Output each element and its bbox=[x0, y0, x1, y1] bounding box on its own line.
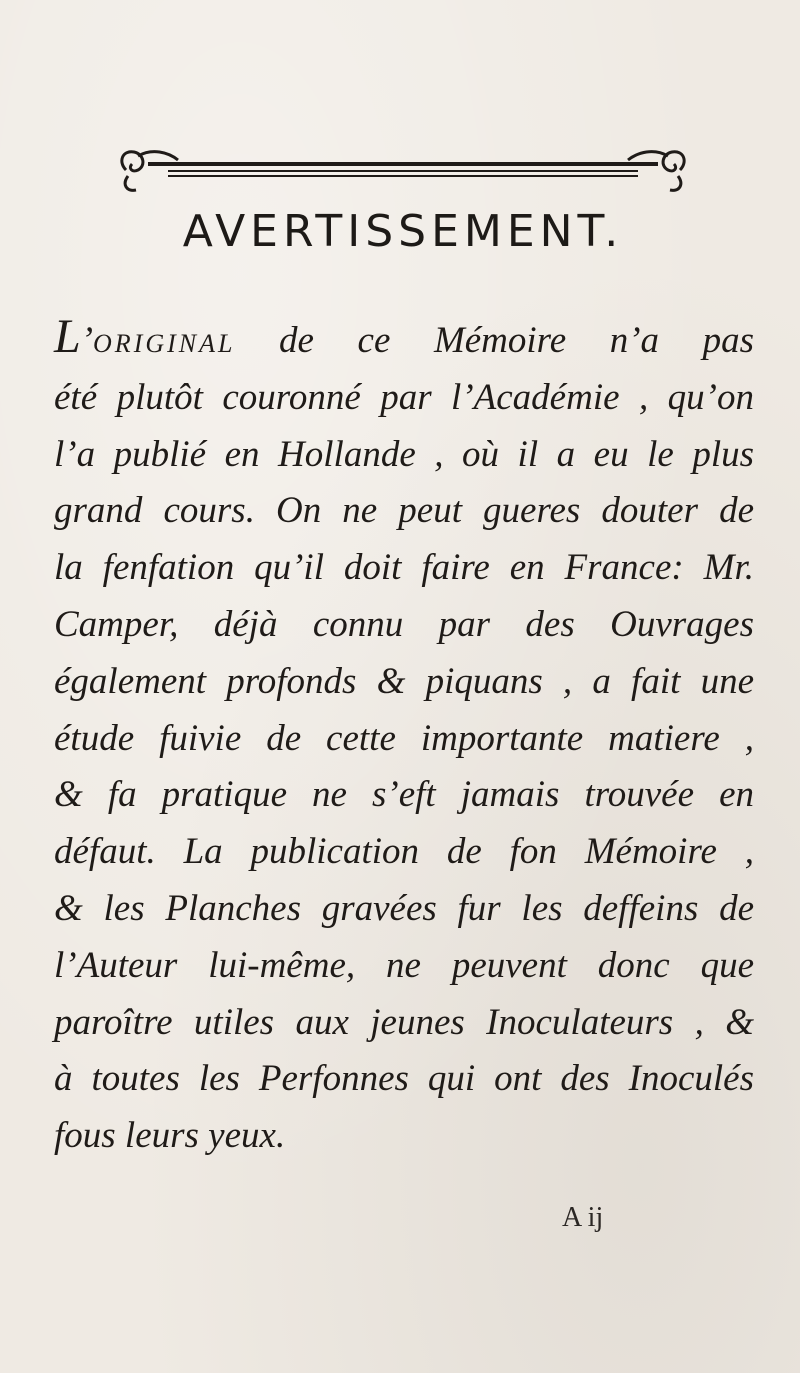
text-line: & les Planches gravées fur les deffeins de bbox=[54, 887, 754, 929]
text-line: Camper, déjà connu par des Ouvrages bbox=[54, 603, 754, 645]
text-line: l’a publié en Hollande , où il a eu le plus bbox=[54, 433, 754, 475]
text-line: également profonds & piquans , a fait une bbox=[54, 660, 754, 702]
page-title: AVERTISSEMENT. bbox=[182, 206, 624, 257]
text-line: étude fuivie de cette importante matiere , bbox=[54, 717, 754, 759]
text-line: L’ORIGINAL de ce Mémoire n’a pas bbox=[54, 310, 754, 363]
signature-mark: A ij bbox=[562, 1202, 604, 1233]
text-line: & fa pratique ne s’eft jamais trouvée en bbox=[54, 774, 754, 816]
text-line: l’Auteur lui-même, ne peuvent donc que bbox=[54, 944, 754, 986]
drop-cap: L bbox=[54, 310, 81, 363]
text-line: la fenfation qu’il doit faire en France: Mr. bbox=[54, 547, 754, 589]
text-line: paroître utiles aux jeunes Inoculateurs , & bbox=[54, 1001, 754, 1043]
text-line: défaut. La publication de fon Mémoire , bbox=[54, 831, 754, 873]
text-line: fous leurs yeux. bbox=[54, 1115, 286, 1157]
text-line: grand cours. On ne peut gueres douter de bbox=[54, 490, 754, 532]
text-line: à toutes les Perfonnes qui ont des Inoculés bbox=[54, 1058, 754, 1100]
text-line: été plutôt couronné par l’Académie , qu’on bbox=[54, 376, 754, 418]
ornament-header-rule bbox=[108, 140, 698, 196]
body-paragraph bbox=[54, 310, 754, 1165]
small-caps-word: ORIGINAL bbox=[93, 329, 236, 358]
